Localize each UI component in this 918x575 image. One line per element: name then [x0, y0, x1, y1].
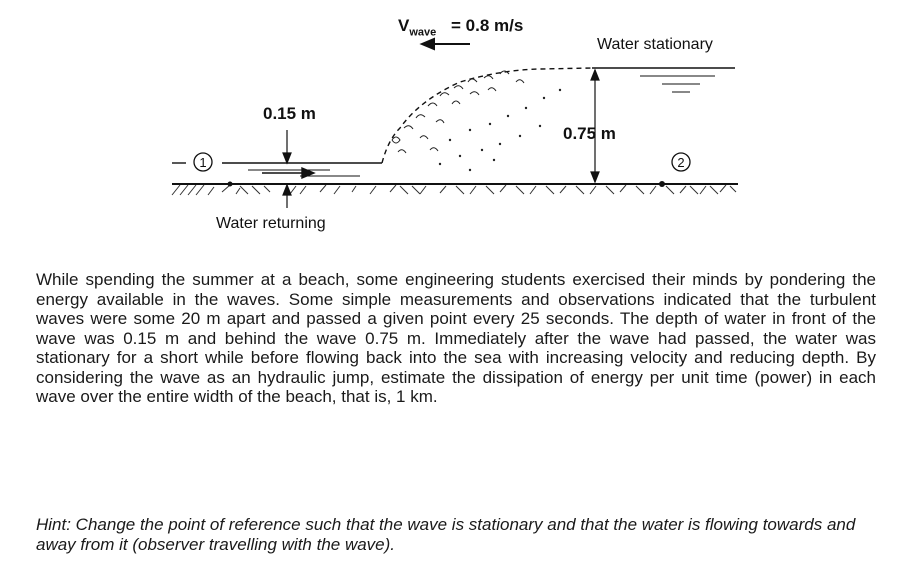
- wave-turbulence: [392, 71, 524, 153]
- depth-front-label: 0.15 m: [263, 104, 316, 123]
- wave-front: [382, 68, 592, 163]
- vwave-subscript: wave: [409, 26, 437, 39]
- vwave-symbol: V: [398, 16, 410, 35]
- wave-velocity-label: [398, 16, 523, 38]
- vwave-value: = 0.8 m/s: [451, 16, 524, 35]
- depth-front-dimension: [283, 130, 291, 208]
- ground-hatching: [172, 185, 736, 195]
- water-returning-label: Water returning: [216, 215, 326, 232]
- problem-statement: While spending the summer at a beach, some engineering students exercised their minds by pondering the energy available in the waves. Some simple measurements and observations indicated that the turbulent waves were some 20 m apart and passed a given point every 25 seconds. The depth of water in front of the wave was 0.15 m and behind the wave 0.75 m. Immediately after the wave had passed, the water was stationary for a short while before flowing back into the sea with increasing velocity and reducing depth. By considering the wave as an hydraulic jump, estimate the dissipation of energy per unit time (power) in each wave over the entire width of the beach, that is, 1 km.: [36, 270, 876, 406]
- wave-direction-arrow: [422, 39, 470, 49]
- point-1-label: 1: [199, 155, 207, 170]
- point-1-marker: [194, 153, 212, 171]
- depth-behind-label: 0.75 m: [563, 124, 616, 143]
- hydraulic-jump-figure: [0, 0, 918, 250]
- ground-pebble: [228, 182, 233, 187]
- hint-text: Hint: Change the point of reference such that the wave is stationary and that the water is flowing towards and away from it (observer travelling with the wave).: [36, 515, 856, 554]
- point-2-label: 2: [677, 155, 685, 170]
- point-2-marker: [672, 153, 690, 171]
- ground-pebble: [659, 181, 665, 187]
- water-stationary-label: Water stationary: [597, 36, 713, 53]
